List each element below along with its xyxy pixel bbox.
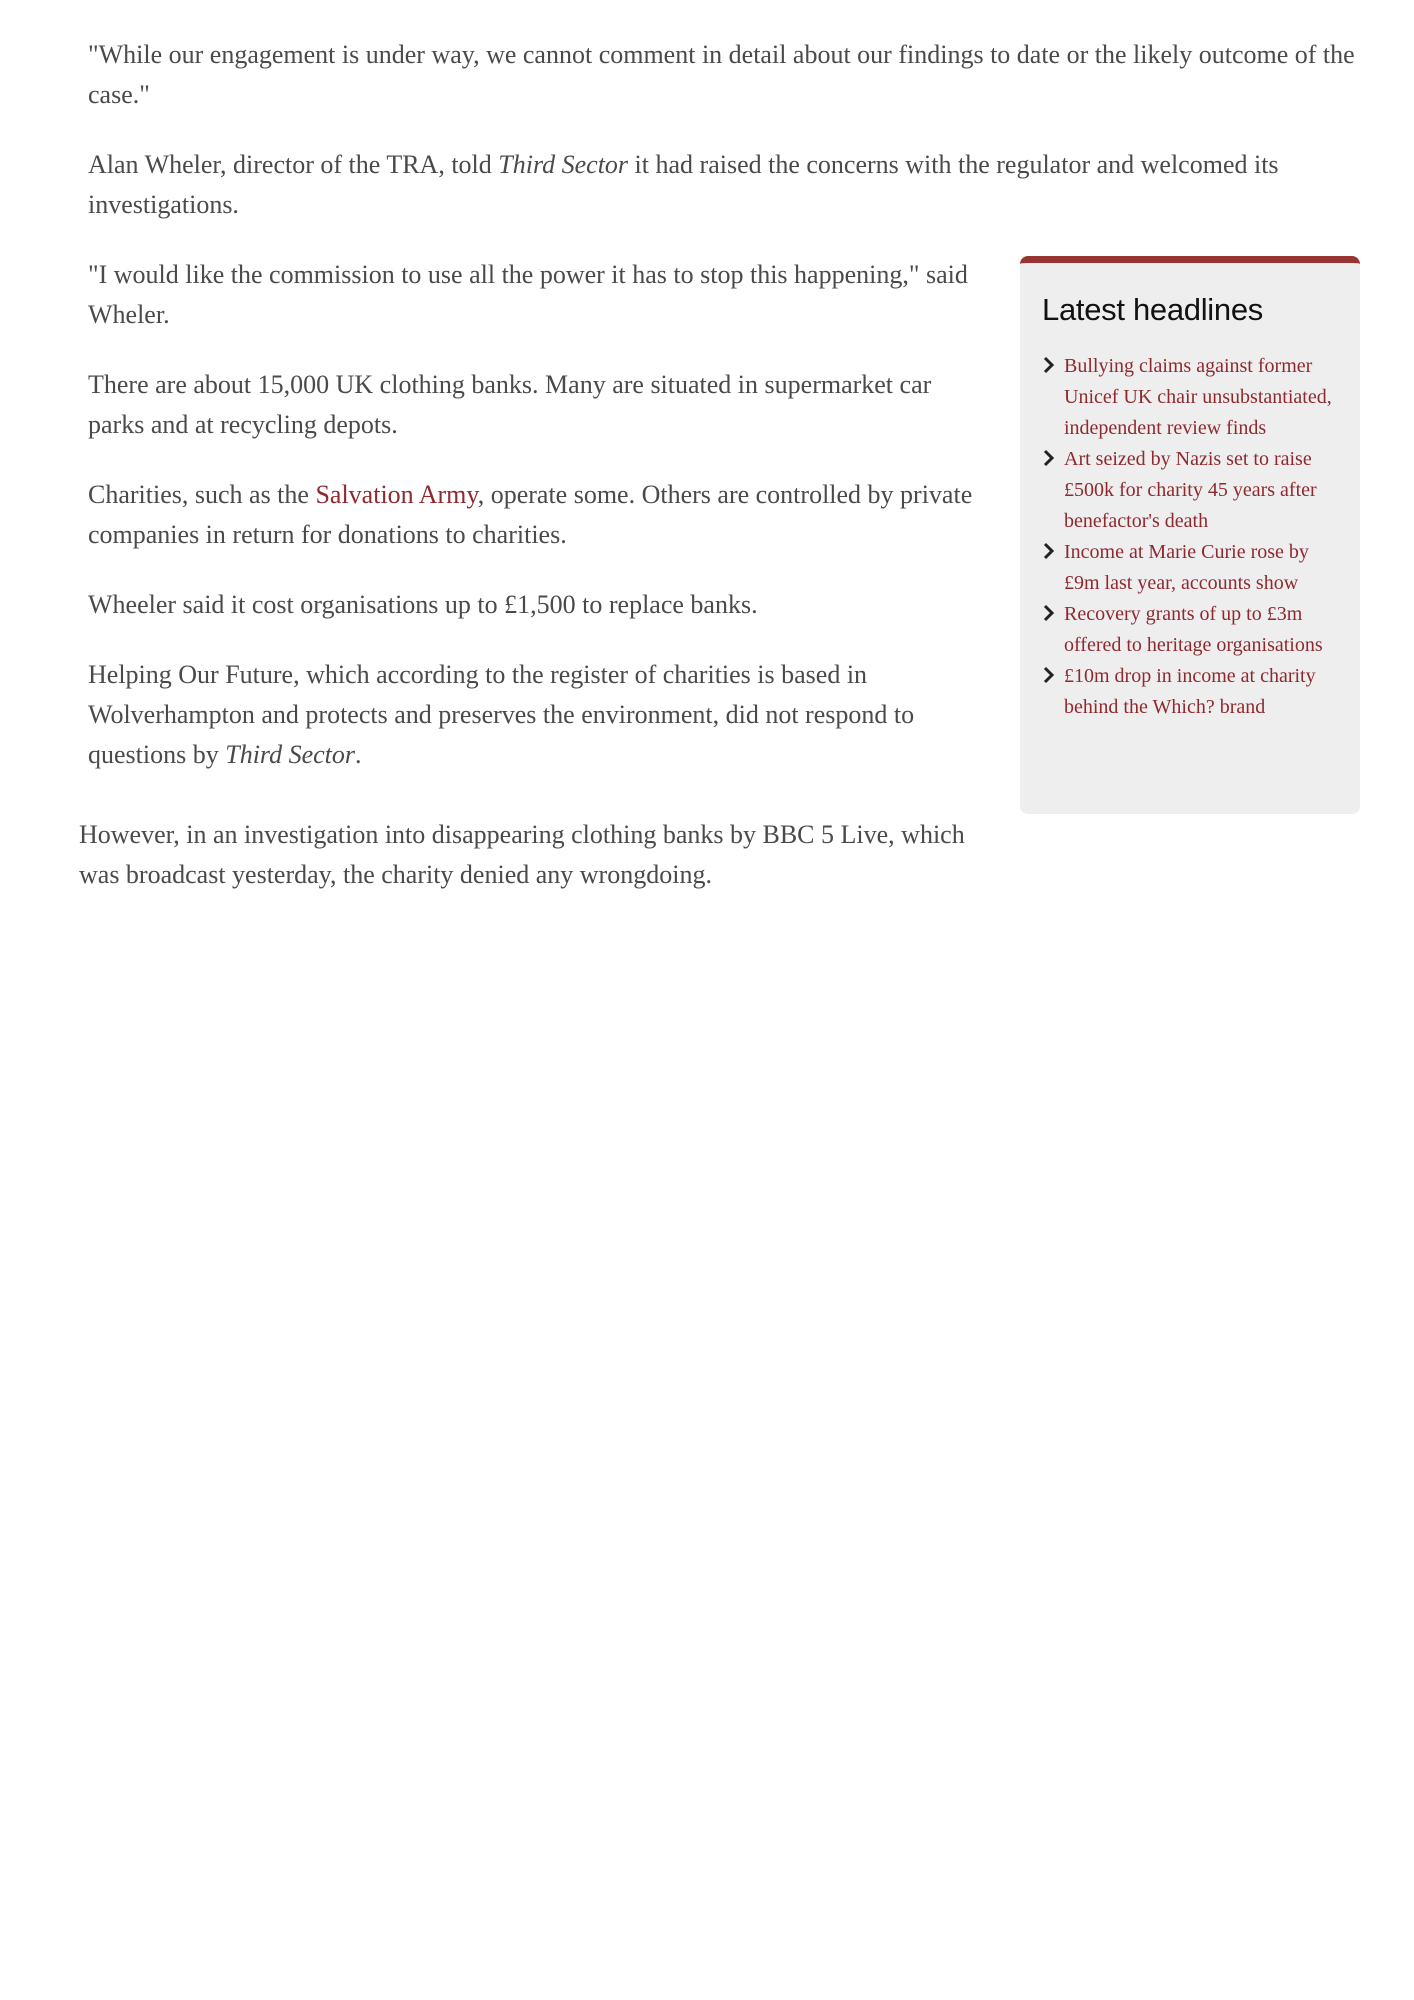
publication-name: Third Sector (225, 740, 355, 769)
paragraph-text: , operate some. Others are controlled by private companies in return for donations to charities. (88, 480, 973, 549)
paragraph-text: There are about 15,000 UK clothing banks. Many are situated in supermarket car parks and at recycling depots. (88, 370, 932, 439)
chevron-right-icon (1042, 665, 1056, 685)
headline-item (1042, 599, 1338, 661)
article-paragraph-replace-cost (88, 585, 988, 625)
paragraph-text: "While our engagement is under way, we cannot comment in detail about our findings to date or the likely outcome of the case." (88, 40, 1355, 109)
chevron-right-icon (1042, 603, 1056, 623)
chevron-right-icon (1042, 448, 1056, 468)
headlines-list (1042, 351, 1338, 723)
chevron-right-icon (1042, 541, 1056, 561)
latest-headlines-panel (1020, 256, 1360, 814)
paragraph-text: it had raised the concerns with the regulator and welcomed its investigations. (88, 150, 1279, 219)
headline-link[interactable]: Recovery grants of up to £3m offered to heritage organisations (1064, 603, 1323, 656)
paragraph-text: . (355, 740, 362, 769)
headline-item (1042, 351, 1338, 444)
headline-item (1042, 661, 1338, 723)
paragraph-text: Alan Wheler, director of the TRA, told (88, 150, 499, 179)
headline-link[interactable]: Bullying claims against former Unicef UK chair unsubstantiated, independent review finds (1064, 355, 1332, 439)
paragraph-text: However, in an investigation into disappearing clothing banks by BBC 5 Live, which was broadcast yesterday, the charity denied any wrongdoing. (79, 820, 965, 889)
chevron-right-icon (1042, 355, 1056, 375)
headline-item (1042, 537, 1338, 599)
paragraph-text: "I would like the commission to use all the power it has to stop this happening," said Wheler. (88, 260, 968, 329)
article-paragraph-charities (88, 475, 988, 555)
paragraph-text: Wheeler said it cost organisations up to £1,500 to replace banks. (88, 590, 758, 619)
article-paragraph-quote (88, 35, 1368, 115)
paragraph-text: Helping Our Future, which according to the register of charities is based in Wolverhampton and protects and preserves the environment, did not respond to questions by (88, 660, 915, 769)
article-paragraph-helping-our-future (88, 655, 988, 775)
headline-link[interactable]: £10m drop in income at charity behind the Which? brand (1064, 665, 1316, 718)
article-paragraph-bbc-investigation (79, 815, 1009, 895)
salvation-army-link[interactable]: Salvation Army (315, 480, 478, 509)
article-paragraph-commission-quote (88, 255, 988, 335)
latest-headlines-title: Latest headlines (1042, 292, 1263, 327)
headline-item (1042, 444, 1338, 537)
paragraph-text: Charities, such as the (88, 480, 316, 509)
article-paragraph-clothing-banks (88, 365, 988, 445)
article-paragraph-wheler-director (88, 145, 1368, 225)
publication-name: Third Sector (498, 150, 629, 179)
headline-link[interactable]: Art seized by Nazis set to raise £500k for charity 45 years after benefactor's death (1064, 448, 1317, 532)
headline-link[interactable]: Income at Marie Curie rose by £9m last year, accounts show (1064, 541, 1309, 594)
